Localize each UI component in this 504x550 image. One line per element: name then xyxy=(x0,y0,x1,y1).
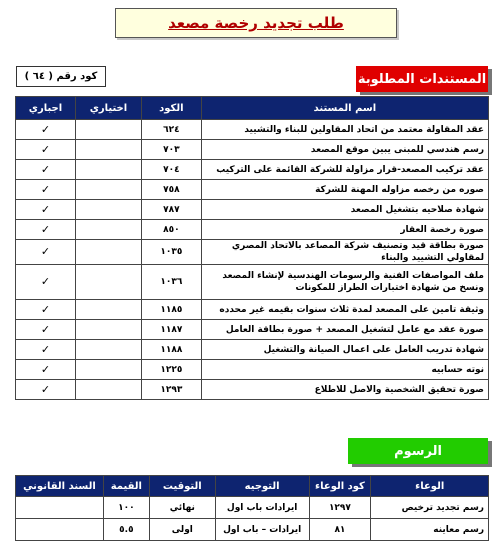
fees-heading xyxy=(348,438,488,464)
fees-heading-text: الرسوم xyxy=(394,443,442,459)
document-code: ١٠٣٥ xyxy=(141,240,201,265)
table-row xyxy=(16,160,489,180)
required-check: ✓ xyxy=(16,265,76,300)
table-row xyxy=(16,519,489,541)
optional-mark xyxy=(75,140,141,160)
document-name: شهادة صلاحيه بتشغيل المصعد xyxy=(201,200,488,220)
fee-direction: ايرادات – باب اول xyxy=(215,519,309,541)
table-row xyxy=(16,200,489,220)
document-code: ١١٨٨ xyxy=(141,340,201,360)
document-code: ٦٢٤ xyxy=(141,120,201,140)
table-row xyxy=(16,140,489,160)
fee-vessel-code: ١٢٩٧ xyxy=(309,497,371,519)
table-row xyxy=(16,120,489,140)
table-row xyxy=(16,320,489,340)
fee-vessel: رسم تجديد ترخيص xyxy=(371,497,489,519)
required-check: ✓ xyxy=(16,300,76,320)
required-check: ✓ xyxy=(16,140,76,160)
fee-legal-basis xyxy=(16,497,104,519)
table-row xyxy=(16,380,489,400)
document-code: ٧٨٧ xyxy=(141,200,201,220)
document-name: وثيقة تامين على المصعد لمدة ثلاث سنوات بقيمه غير محدده xyxy=(201,300,488,320)
document-name: عقد المقاولة معتمد من اتحاد المقاولين للبناء والتشييد xyxy=(201,120,488,140)
document-code: ١١٨٥ xyxy=(141,300,201,320)
required-check: ✓ xyxy=(16,320,76,340)
document-name: صورة تحقيق الشخصية والاصل للاطلاع xyxy=(201,380,488,400)
table-row xyxy=(16,180,489,200)
required-check: ✓ xyxy=(16,340,76,360)
documents-header-row xyxy=(16,97,489,120)
document-name: رسم هندسي للمبنى يبين موقع المصعد xyxy=(201,140,488,160)
optional-mark xyxy=(75,380,141,400)
table-row xyxy=(16,360,489,380)
fee-direction: ايرادات باب اول xyxy=(215,497,309,519)
document-name: صوره من رخصه مزاوله المهنة للشركة xyxy=(201,180,488,200)
header-code: الكود xyxy=(141,97,201,120)
table-row xyxy=(16,300,489,320)
optional-mark xyxy=(75,240,141,265)
documents-table xyxy=(15,96,489,400)
header-vessel-code: كود الوعاء xyxy=(309,476,371,497)
optional-mark xyxy=(75,300,141,320)
required-check: ✓ xyxy=(16,160,76,180)
documents-heading xyxy=(356,66,488,92)
document-name: صورة عقد مع عامل لتشغيل المصعد + صورة بطاقة العامل xyxy=(201,320,488,340)
table-row xyxy=(16,265,489,300)
header-timing: التوقيت xyxy=(149,476,215,497)
document-name: صورة رخصة العقار xyxy=(201,220,488,240)
fee-value: ١٠٠ xyxy=(103,497,149,519)
document-code: ١١٨٧ xyxy=(141,320,201,340)
optional-mark xyxy=(75,220,141,240)
fee-timing: اولى xyxy=(149,519,215,541)
code-box xyxy=(16,66,106,87)
required-check: ✓ xyxy=(16,240,76,265)
header-vessel: الوعاء xyxy=(371,476,489,497)
document-name: نوته حسابيه xyxy=(201,360,488,380)
document-code: ١٢٩٣ xyxy=(141,380,201,400)
header-direction: التوجيه xyxy=(215,476,309,497)
required-check: ✓ xyxy=(16,380,76,400)
fees-table xyxy=(15,475,489,541)
document-code: ٧٥٨ xyxy=(141,180,201,200)
document-code: ٧٠٤ xyxy=(141,160,201,180)
fee-timing: نهائي xyxy=(149,497,215,519)
document-name: شهادة تدريب العامل على اعمال الصيانة والتشغيل xyxy=(201,340,488,360)
document-code: ٧٠٣ xyxy=(141,140,201,160)
optional-mark xyxy=(75,360,141,380)
header-optional: اختياري xyxy=(75,97,141,120)
table-row xyxy=(16,497,489,519)
table-row xyxy=(16,240,489,265)
document-name: عقد تركيب المصعد-قرار مزاولة للشركة القائمة على التركيب xyxy=(201,160,488,180)
optional-mark xyxy=(75,120,141,140)
header-value: القيمة xyxy=(103,476,149,497)
required-check: ✓ xyxy=(16,180,76,200)
header-document-name: اسم المستند xyxy=(201,97,488,120)
fee-vessel: رسم معاينه xyxy=(371,519,489,541)
code-label: كود رقم ( ٦٤ ) xyxy=(24,71,98,82)
table-row xyxy=(16,340,489,360)
optional-mark xyxy=(75,320,141,340)
required-check: ✓ xyxy=(16,200,76,220)
documents-heading-text: المستندات المطلوبة xyxy=(357,71,487,87)
fees-header-row xyxy=(16,476,489,497)
document-code: ١٢٢٥ xyxy=(141,360,201,380)
optional-mark xyxy=(75,340,141,360)
required-check: ✓ xyxy=(16,120,76,140)
document-code: ٨٥٠ xyxy=(141,220,201,240)
required-check: ✓ xyxy=(16,360,76,380)
page-title: طلب تجديد رخصة مصعد xyxy=(168,14,344,32)
document-code: ١٠٣٦ xyxy=(141,265,201,300)
required-check: ✓ xyxy=(16,220,76,240)
title-box xyxy=(115,8,397,38)
optional-mark xyxy=(75,180,141,200)
document-name: صورة بطاقة قيد وتصنيف شركة المصاعد بالاتحاد المصري لمقاولي التشييد والبناء xyxy=(201,240,488,265)
fee-legal-basis xyxy=(16,519,104,541)
optional-mark xyxy=(75,265,141,300)
header-required: اجباري xyxy=(16,97,76,120)
optional-mark xyxy=(75,200,141,220)
fee-value: ٥.٥ xyxy=(103,519,149,541)
optional-mark xyxy=(75,160,141,180)
table-row xyxy=(16,220,489,240)
header-legal-basis: السند القانوني xyxy=(16,476,104,497)
fee-vessel-code: ٨١ xyxy=(309,519,371,541)
document-name: ملف المواصفات الفنية والرسومات الهندسية لإنشاء المصعد ونسخ من شهادة اختبارات الطراز للمكونات xyxy=(201,265,488,300)
